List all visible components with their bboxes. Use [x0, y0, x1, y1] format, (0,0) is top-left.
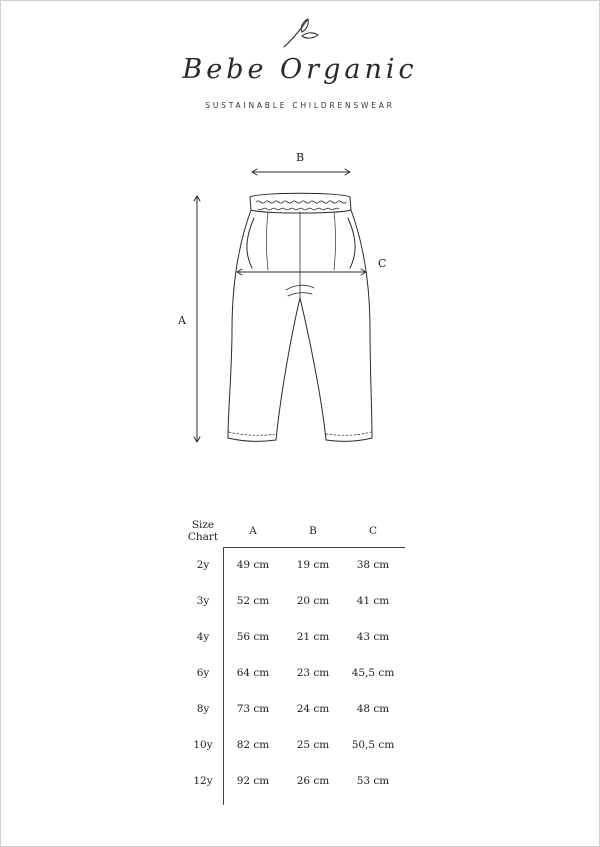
dimension-label-b: B [296, 151, 305, 164]
column-header-a: A [249, 525, 257, 537]
table-row [183, 619, 403, 655]
table-header-divider [223, 547, 405, 548]
size-cell: 8y [196, 703, 210, 715]
dimension-label-c: C [378, 257, 387, 270]
column-header-b: B [309, 525, 317, 537]
value-cell-c: 50,5 cm [351, 739, 395, 751]
garment-diagram [0, 140, 600, 460]
column-header-c: C [368, 525, 378, 537]
value-cell-c: 48 cm [356, 703, 390, 715]
size-chart-header-row [183, 515, 403, 547]
size-cell: 4y [196, 631, 210, 643]
value-cell-a: 56 cm [236, 631, 270, 643]
value-cell-c: 43 cm [356, 631, 390, 643]
size-cell: 10y [193, 739, 213, 751]
value-cell-b: 19 cm [296, 559, 330, 571]
size-chart-title [183, 515, 223, 547]
value-cell-c: 41 cm [356, 595, 390, 607]
trousers-icon [0, 140, 600, 460]
value-cell-a: 64 cm [236, 667, 270, 679]
table-row [183, 691, 403, 727]
size-cell: 6y [196, 667, 210, 679]
value-cell-b: 24 cm [296, 703, 330, 715]
value-cell-a: 92 cm [236, 775, 270, 787]
dimension-label-a: A [178, 314, 186, 327]
table-row [183, 727, 403, 763]
table-row [183, 583, 403, 619]
value-cell-a: 52 cm [236, 595, 270, 607]
table-column-divider [223, 547, 224, 805]
value-cell-c: 45,5 cm [351, 667, 395, 679]
size-chart-table [183, 515, 403, 799]
size-chart-title-line2: Chart [187, 531, 219, 543]
size-cell: 2y [196, 559, 210, 571]
value-cell-b: 23 cm [296, 667, 330, 679]
leaf-icon [280, 14, 324, 50]
value-cell-c: 53 cm [356, 775, 390, 787]
brand-tagline: SUSTAINABLE CHILDRENSWEAR [205, 101, 395, 110]
value-cell-a: 49 cm [236, 559, 270, 571]
value-cell-a: 73 cm [236, 703, 270, 715]
value-cell-b: 25 cm [296, 739, 330, 751]
size-cell: 12y [193, 775, 213, 787]
table-row [183, 763, 403, 799]
value-cell-a: 82 cm [236, 739, 270, 751]
value-cell-b: 26 cm [296, 775, 330, 787]
value-cell-c: 38 cm [356, 559, 390, 571]
table-row [183, 655, 403, 691]
brand-name: Bebe Organic [182, 54, 418, 85]
value-cell-b: 20 cm [296, 595, 330, 607]
size-chart-title-line1: Size [191, 519, 215, 531]
table-row [183, 547, 403, 583]
size-cell: 3y [196, 595, 210, 607]
value-cell-b: 21 cm [296, 631, 330, 643]
